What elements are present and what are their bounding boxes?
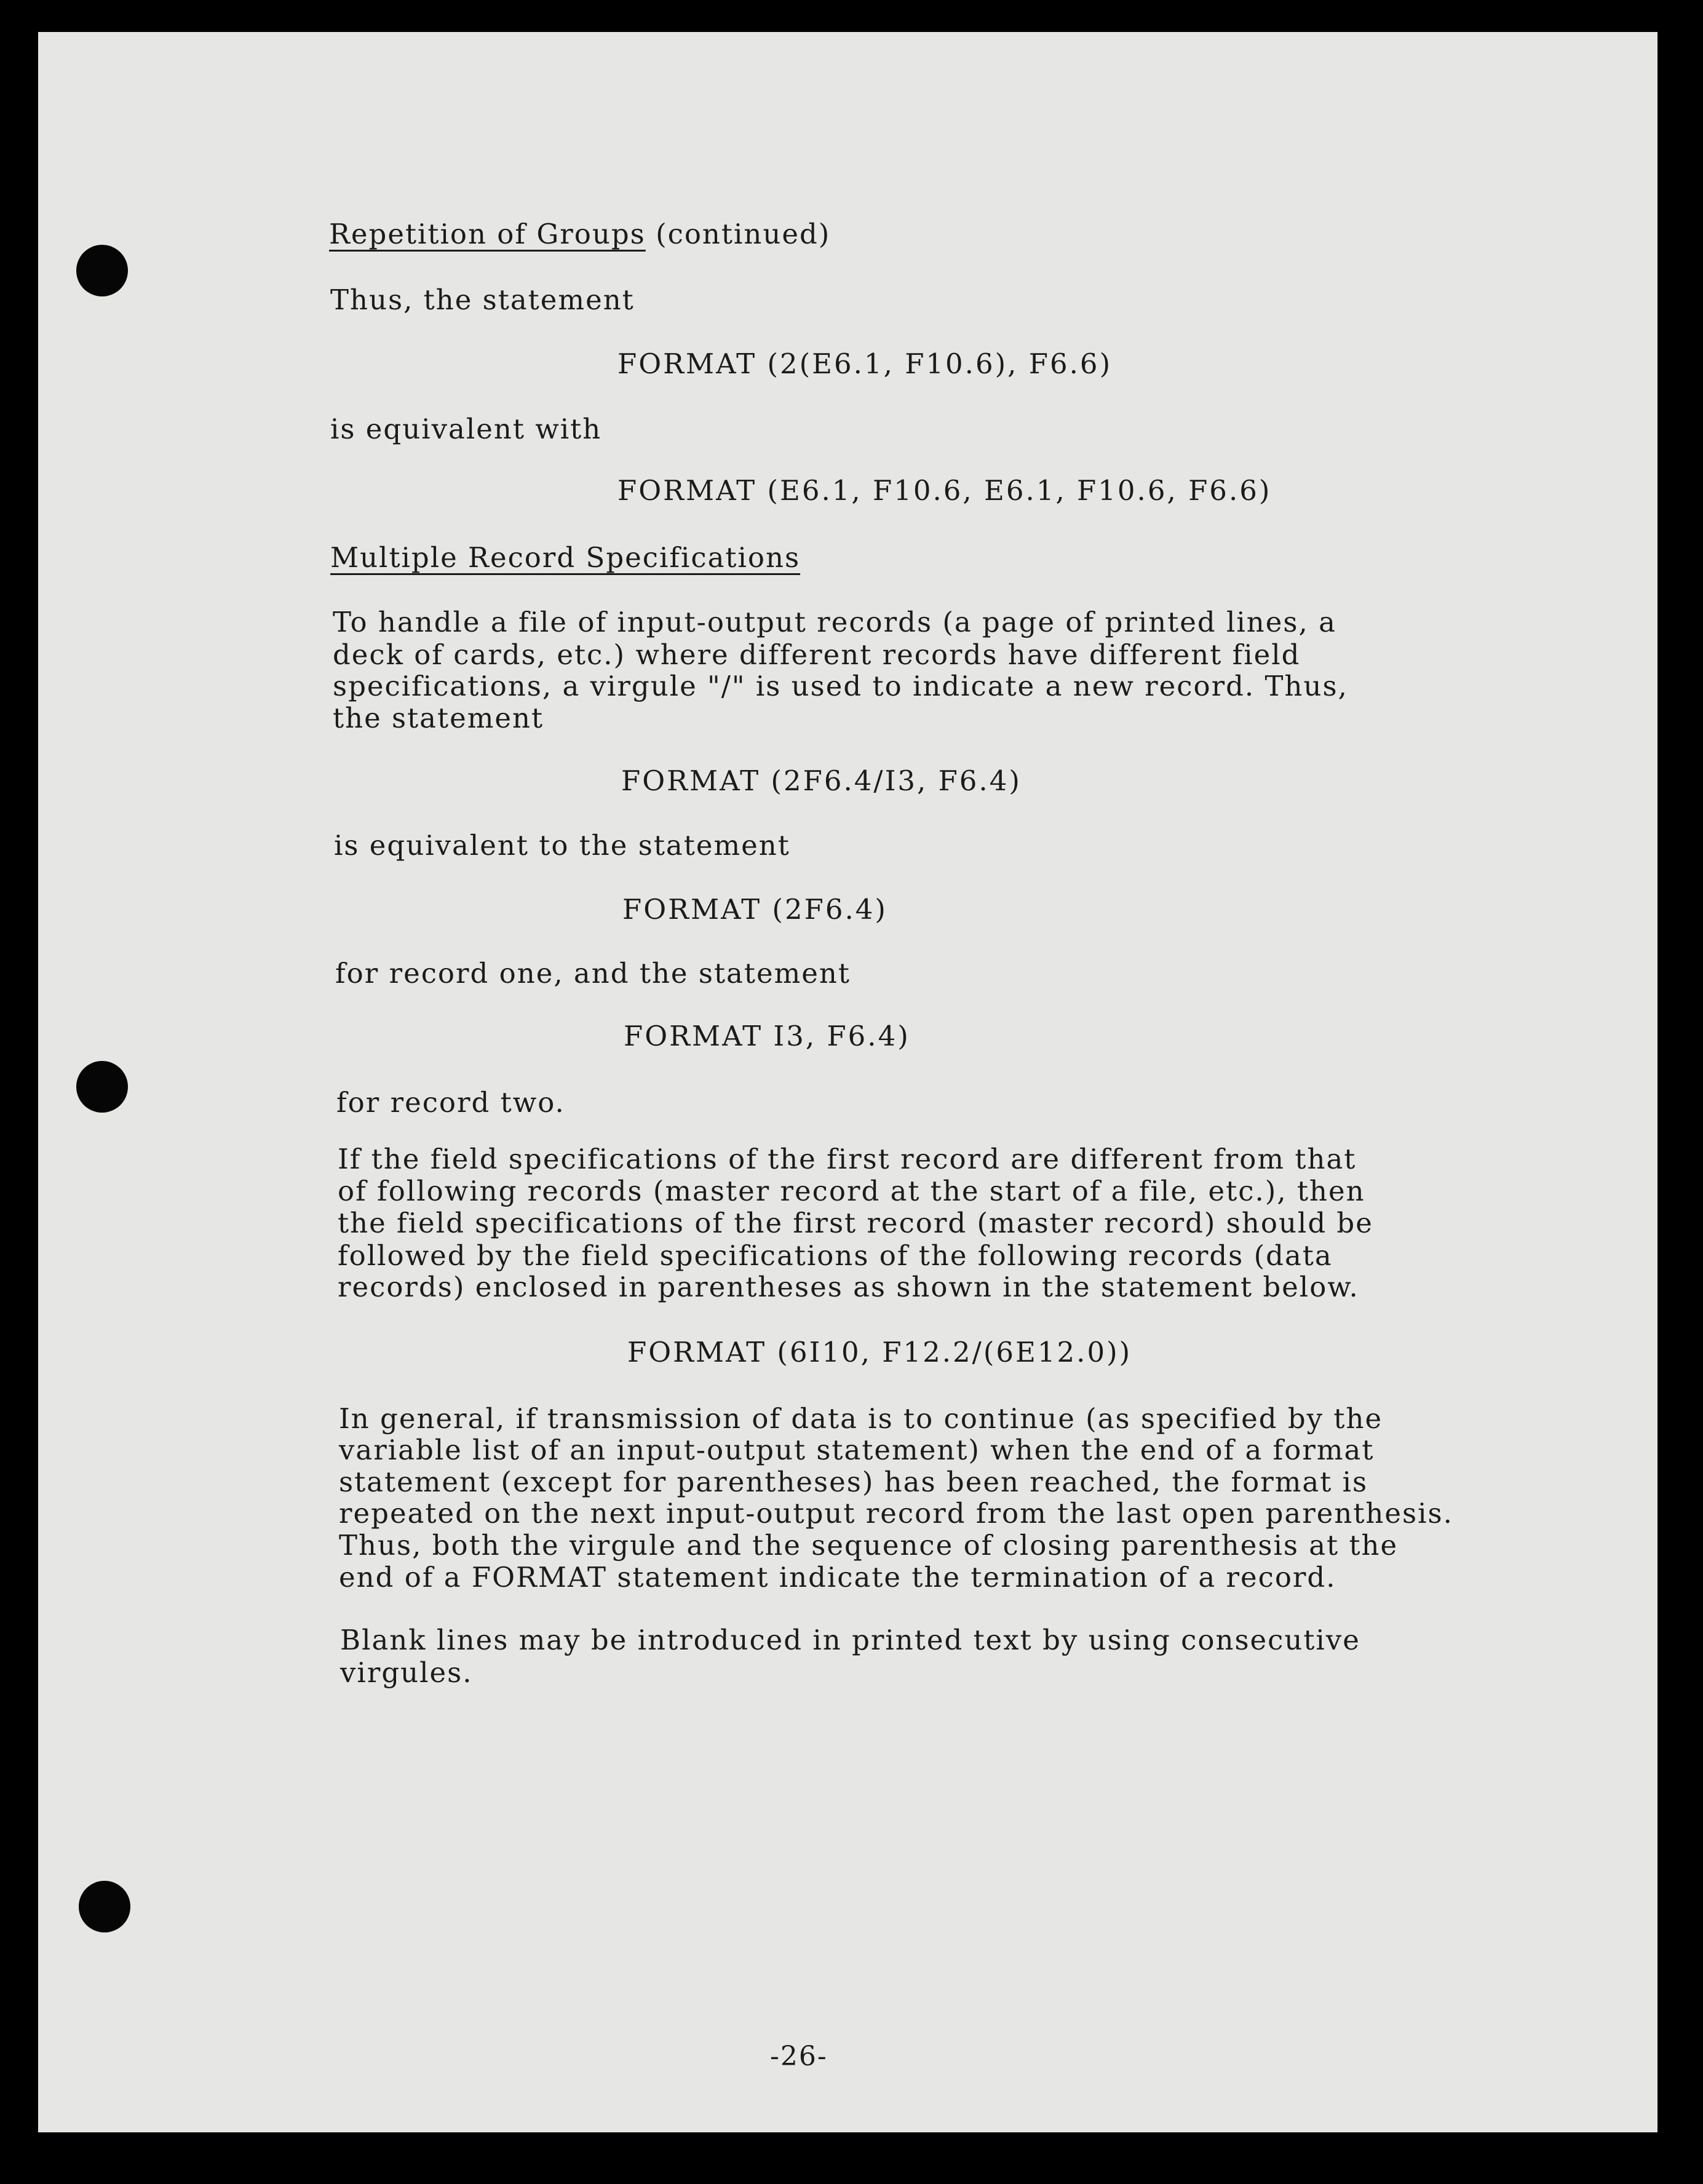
- paragraph-line: virgules.: [340, 1656, 473, 1689]
- paragraph-line: To handle a file of input-output records (a page of printed lines, a: [333, 606, 1336, 638]
- text-line: is equivalent to the statement: [334, 829, 790, 862]
- format-statement: FORMAT (2F6.4/I3, F6.4): [621, 764, 1022, 797]
- paragraph-line: the field specifications of the first record (master record) should be: [338, 1207, 1373, 1239]
- text-line: for record two.: [336, 1086, 565, 1119]
- paragraph-line: of following records (master record at the start of a file, etc.), then: [338, 1175, 1365, 1207]
- paragraph-line: Thus, both the virgule and the sequence of closing parenthesis at the: [339, 1529, 1399, 1562]
- paragraph-line: records) enclosed in parentheses as shown in the statement below.: [338, 1271, 1359, 1303]
- paragraph-line: If the field specifications of the first record are different from that: [338, 1143, 1357, 1175]
- section-heading-repetition: [329, 220, 830, 248]
- format-statement: FORMAT (E6.1, F10.6, E6.1, F10.6, F6.6): [617, 474, 1272, 507]
- document-page: [38, 32, 1657, 2132]
- paragraph-line: specifications, a virgule "/" is used to indicate a new record. Thus,: [333, 670, 1348, 702]
- heading-title: Repetition of Groups: [329, 218, 646, 250]
- paragraph-line: variable list of an input-output statement) when the end of a format: [339, 1434, 1375, 1466]
- text-line: for record one, and the statement: [335, 957, 851, 990]
- paragraph-line: end of a FORMAT statement indicate the termination of a record.: [339, 1561, 1336, 1594]
- paragraph-line: Blank lines may be introduced in printed text by using consecutive: [340, 1624, 1360, 1656]
- section-heading-multiple-records: Multiple Record Specifications: [330, 541, 801, 574]
- binder-hole-middle: [76, 1061, 128, 1113]
- binder-hole-top: [76, 245, 128, 296]
- paragraph-line: statement (except for parentheses) has been reached, the format is: [339, 1466, 1368, 1498]
- page-number: -26-: [770, 2041, 828, 2072]
- paragraph-line: followed by the field specifications of the following records (data: [338, 1239, 1333, 1272]
- paragraph-line: deck of cards, etc.) where different records have different field: [333, 638, 1301, 671]
- text-line: is equivalent with: [330, 413, 602, 445]
- format-statement: FORMAT (2(E6.1, F10.6), F6.6): [617, 347, 1113, 380]
- format-statement: FORMAT (2F6.4): [622, 893, 887, 926]
- paragraph-line: In general, if transmission of data is to continue (as specified by the: [339, 1402, 1383, 1435]
- format-statement: FORMAT I3, F6.4): [624, 1020, 910, 1052]
- text-line: Thus, the statement: [330, 284, 635, 316]
- paragraph-line: the statement: [333, 702, 544, 734]
- heading-suffix: (continued): [656, 218, 831, 250]
- paragraph-line: repeated on the next input-output record from the last open parenthesis.: [339, 1497, 1453, 1530]
- binder-hole-bottom: [79, 1881, 130, 1932]
- format-statement: FORMAT (6I10, F12.2/(6E12.0)): [627, 1336, 1132, 1368]
